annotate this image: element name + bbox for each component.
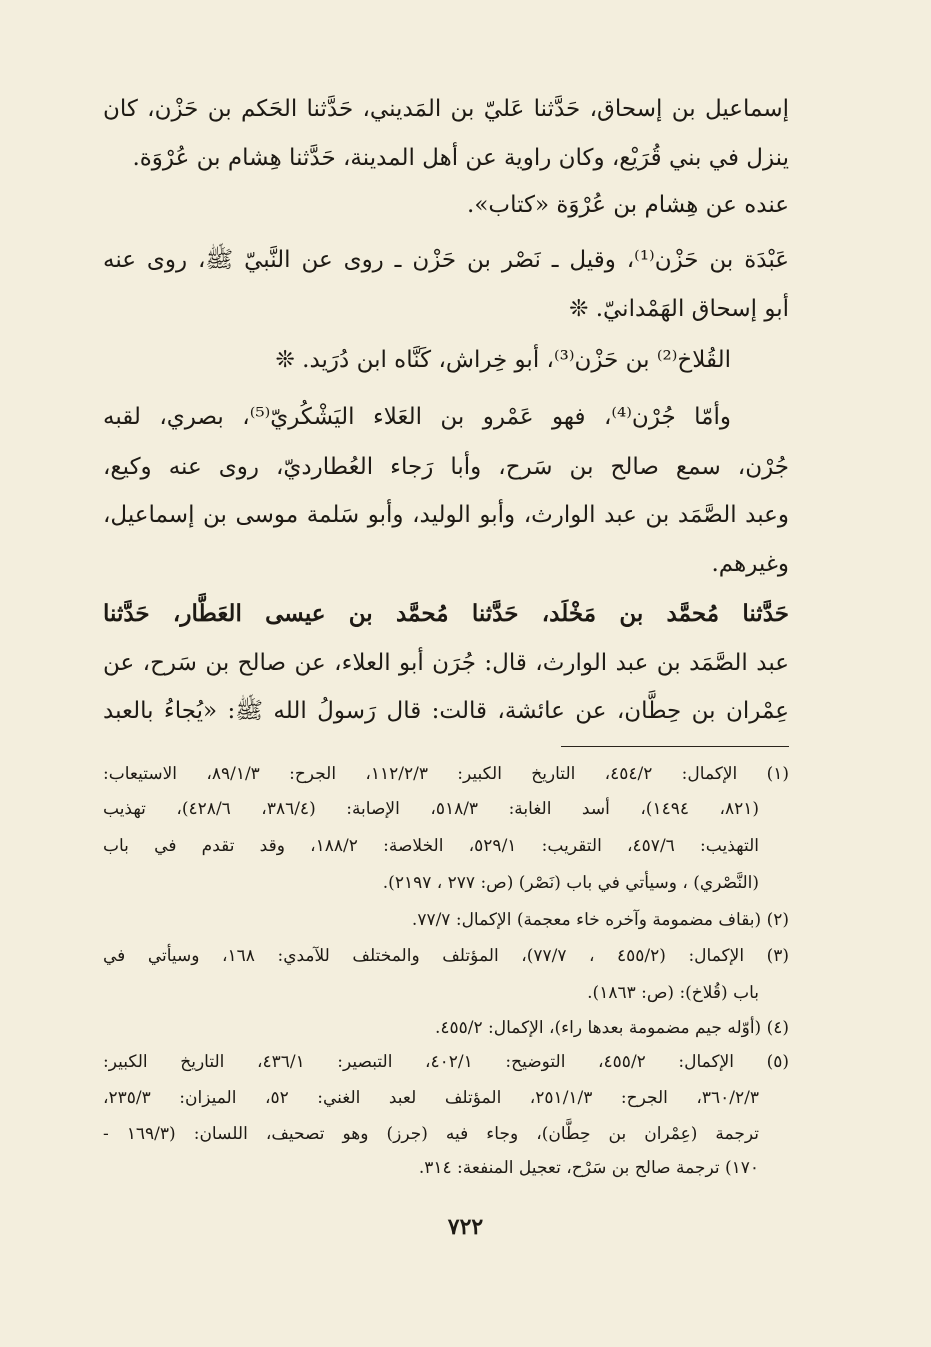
footnote-3-line-2: باب (قُلاخ): (ص: ١٨٦٣). xyxy=(587,983,759,1003)
footnote-5-line-4: ١٧٠) ترجمة صالح بن سَرْح، تعجيل المنفعة: ٣١٤. xyxy=(418,1158,759,1178)
footnote-5-line-1: (٥) الإكمال: ٤٥٥/٢، التوضيح: ٤٠٢/١، التبصير: ٤٣٦/١، التاريخ الكبير: xyxy=(103,1052,789,1072)
footnote-1-line-3: التهذيب: ٤٥٧/٦، التقريب: ٥٢٩/١، الخلاصة: ١٨٨/٢، وقد تقدم في باب xyxy=(103,836,759,856)
text-line-4: عَبْدَة بن حَزْن⁽¹⁾، وقيل ـ نَصْر بن حَزْن ـ روى عن النَّبيّ ﷺ، روى عنه xyxy=(103,247,789,273)
footnote-5-line-2: ٣٦٠/٢/٣، الجرح: ٢٥١/١/٣، المؤتلف لعبد الغني: ٥٢، الميزان: ٢٣٥/٣، xyxy=(103,1088,759,1108)
text-line-3: عنده عن هِشام بن عُرْوَة «كتاب». xyxy=(467,192,789,218)
footnote-3-line-1: (٣) الإكمال: (٤٥٥/٢ ، ٧٧/٧)، المؤتلف والمختلف للآمدي: ١٦٨، وسيأتي في xyxy=(103,946,789,966)
footnote-1-line-1: (١) الإكمال: ٤٥٤/٢، التاريخ الكبير: ١١٢/٢/٣، الجرح: ٨٩/١/٣، الاستيعاب: xyxy=(103,764,789,784)
text-line-10: وغيرهم. xyxy=(711,551,789,577)
footnote-1-line-4: (النَّصْري) ، وسيأتي في باب (نَصْر) (ص: ٢٧٧ ، ٢١٩٧). xyxy=(382,873,759,893)
text-line-5: أبو إسحاق الهَمْدانيّ. ❊ xyxy=(569,296,789,322)
text-line-12: عبد الصَّمَد بن عبد الوارث، قال: جُرَن أبو العلاء، عن صالح بن سَرح، عن xyxy=(103,650,789,676)
footnote-4: (٤) (أوّله جيم مضمومة بعدها راء)، الإكمال: ٤٥٥/٢. xyxy=(434,1018,789,1038)
text-line-11: حَدَّثنا مُحمَّد بن مَخْلَد، حَدَّثنا مُحمَّد بن عيسى العَطَّار، حَدَّثنا xyxy=(103,600,790,627)
text-line-1: إسماعيل بن إسحاق، حَدَّثنا عَليّ بن المَديني، حَدَّثنا الحَكم بن حَزْن، كان xyxy=(103,96,789,122)
footnote-5-line-3: ترجمة (عِمْران بن حِطَّان)، وجاء فيه (جرز) وهو تصحيف، اللسان: (١٦٩/٣ - xyxy=(103,1124,759,1144)
text-line-7: وأمّا جُرْن⁽⁴⁾، فهو عَمْرو بن العَلاء اليَشْكُريّ⁽⁵⁾، بصري، لقبه xyxy=(103,404,732,430)
text-line-9: وعبد الصَّمَد بن عبد الوارث، وأبو الوليد، وأبو سَلمة موسى بن إسماعيل، xyxy=(103,502,789,528)
text-line-2: ينزل في بني قُرَيْع، وكان راوية عن أهل المدينة، حَدَّثنا هِشام بن عُرْوَة. xyxy=(132,145,789,171)
footnote-1-line-2: (٨٢١، ١٤٩٤)، أسد الغابة: ٥١٨/٣، الإصابة: (٣٨٦/٤، ٤٢٨/٦)، تهذيب xyxy=(103,799,760,819)
text-line-8: جُرْن، سمع صالح بن سَرح، وأبا رَجاء العُطارديّ، روى عنه وكيع، xyxy=(103,454,789,480)
text-line-13: عِمْران بن حِطَّان، عن عائشة، قالت: قال رَسولُ الله ﷺ: «يُجاءُ بالعبد xyxy=(103,698,789,724)
page-number: ٧٢٢ xyxy=(447,1214,484,1240)
footnote-2: (٢) (بقاف مضمومة وآخره خاء معجمة) الإكمال: ٧٧/٧. xyxy=(411,910,789,930)
text-line-6: القُلاخ⁽²⁾ بن حَزْن⁽³⁾، أبو خِراش، كَنَّاه ابن دُرَيد. ❊ xyxy=(275,347,731,373)
footnote-separator xyxy=(561,746,789,747)
